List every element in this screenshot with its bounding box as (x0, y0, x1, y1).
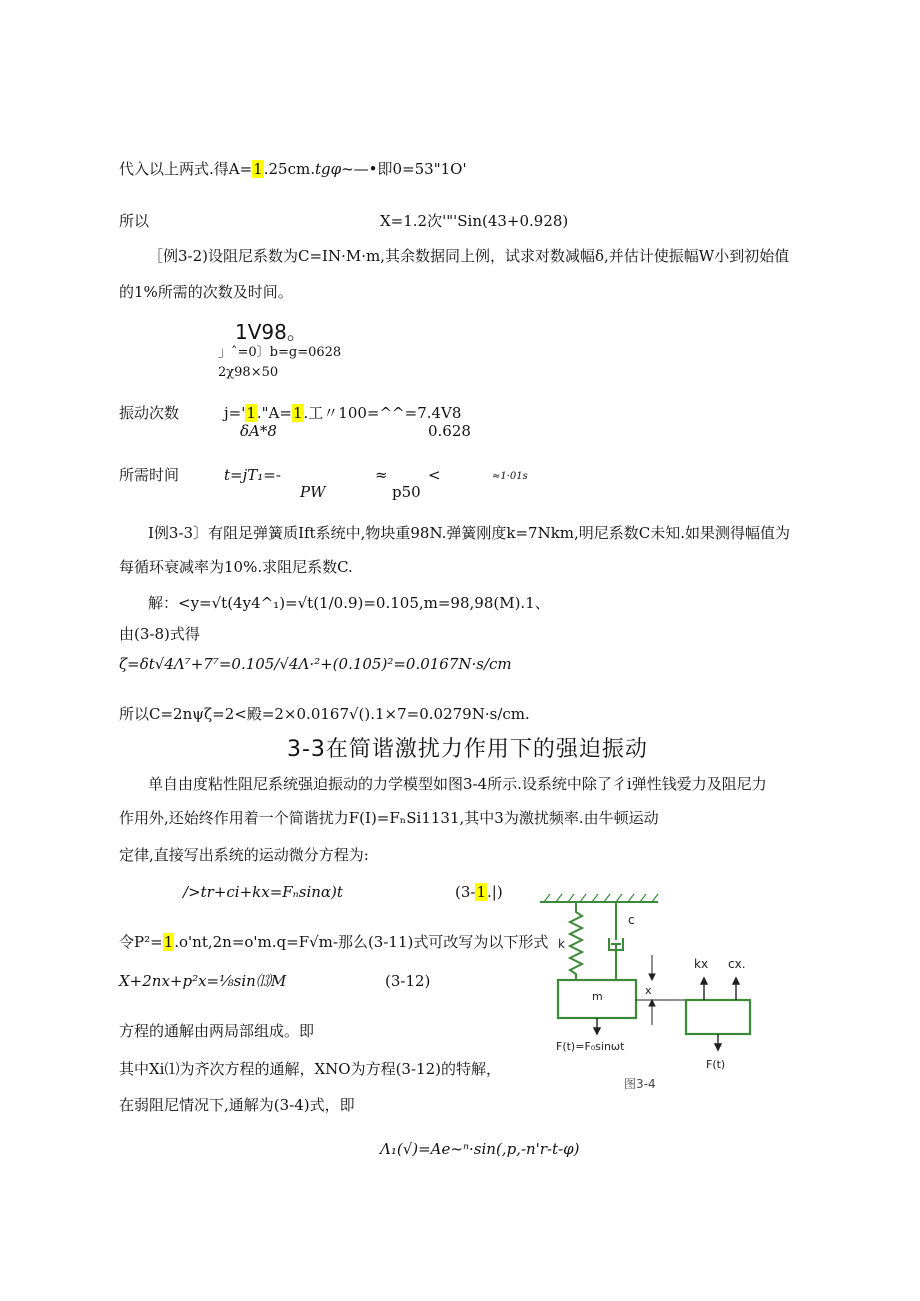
label-kx: kx (694, 957, 709, 971)
solution-line-1: 解：<y=√t(4y4^₁)=√t(1/0.9)=0.105,m=98,98(M).1、 (148, 594, 550, 612)
highlight-mark: 1 (163, 933, 174, 951)
sub-part-b: .o'nt,2n=o'm.q=F√m-那么(3-11)式可改写为以下形式 (174, 933, 549, 951)
equation-3-12-number: (3-12) (385, 972, 431, 990)
solution-line-4: 所以C=2nψζ=2<殿=2×0.0167√().1×7=0.0279N·s/cm. (119, 705, 530, 723)
vc-subscript: δA*8 (240, 422, 277, 440)
ceiling (540, 894, 658, 902)
eqno-part-b: .|) (487, 883, 503, 901)
vc-part-c: .工〃100=^^=7.4V8 (303, 404, 462, 422)
highlight-mark: 1 (253, 160, 263, 178)
free-body-arrows (701, 978, 739, 1050)
vc-value: 0.628 (428, 422, 471, 440)
paragraph-line-5: 其中Xi⑴为齐次方程的通解，XNO为方程(3-12)的特解， (119, 1060, 501, 1078)
time-p50: p50 (392, 483, 421, 501)
text-line-1 (119, 160, 467, 178)
label-m: m (592, 990, 603, 1003)
sub-part-a: 令P²= (119, 933, 163, 951)
equation-3-12: X+2nx+p²x=⅛sin⒀M (119, 972, 287, 990)
paragraph-line-4: 方程的通解由两局部组成。即 (119, 1022, 315, 1040)
time-approx: ≈ (375, 466, 388, 484)
vibration-count-label: 振动次数 (119, 404, 180, 422)
eqno-part-a: (3- (455, 883, 476, 901)
vibration-count-formula (224, 404, 461, 422)
section-heading: 3-3在简谐激扰力作用下的强迫振动 (287, 737, 648, 762)
equation-a: 」ˆ=0〕b=g=0628 (218, 345, 342, 360)
equation-3-11: />tr+ci+kx=Fₙsinα)t (183, 883, 343, 901)
line1-part-c: tgφ~—• (314, 160, 378, 178)
figure-caption: 图3-4 (624, 1077, 656, 1091)
label-ft-left: F(t)=F₀sinωt (556, 1040, 625, 1053)
example-3-2-line-1: ［例3-2)设阻尼系数为C=IN·M·m,其余数据同上例，试求对数减幅δ,并估计使振幅W小到初始值 (148, 247, 790, 265)
formula-x: X=1.2次'"'Sin(43+0.928) (380, 212, 569, 230)
equation-big: 1V98。 (235, 320, 307, 344)
time-formula: t=jT₁=- (224, 466, 281, 484)
label-cx: cx. (728, 957, 746, 971)
substitution-line (119, 933, 548, 951)
label-k: k (558, 937, 565, 951)
spring (570, 902, 582, 980)
label-x: x (645, 984, 652, 997)
solution-line-3: ζ=δt√4Λ⁷+7⁷=0.105/√4Λ·²+(0.105)²=0.0167N·s/cm (119, 655, 512, 673)
solution-line-2: 由(3-8)式得 (119, 625, 200, 643)
paragraph-line-2: 作用外,还始终作用着一个简谐扰力F(I)=FₙSi1131,其中3为激扰频率.由牛顿运动 (119, 809, 659, 827)
time-required-label: 所需时间 (119, 466, 180, 484)
paragraph-line-3: 定律,直接写出系统的运动微分方程为: (119, 846, 369, 864)
time-lt: < (428, 466, 441, 484)
line1-part-d: 即0=53"1O' (377, 160, 467, 178)
force-arrow-left (594, 1018, 600, 1034)
equation-b: 2χ98×50 (218, 365, 279, 380)
example-3-3-line-2: 每循环衰减率为10%.求阻尼系数C. (119, 558, 353, 576)
highlight-mark: 1 (476, 883, 487, 901)
time-pw: PW (300, 483, 326, 501)
paragraph-line-1: 单自由度粘性阻尼系统强迫振动的力学模型如图3-4所示.设系统中除了彳i弹性钱爱力及阻尼力 (148, 775, 767, 793)
line1-part-a: 代入以上两式.得A= (119, 160, 253, 178)
equation-3-11-number (455, 883, 503, 901)
figure-3-4 (536, 890, 766, 1105)
vc-part-a: j=' (224, 404, 246, 422)
highlight-mark: 1 (292, 404, 303, 422)
line1-part-b: .25cm. (263, 160, 315, 178)
example-3-2-line-2: 的1%所需的次数及时间。 (119, 283, 293, 301)
so-label: 所以 (119, 212, 150, 230)
label-c: c (628, 913, 635, 927)
vc-part-b: ."A= (256, 404, 292, 422)
paragraph-line-6: 在弱阻尼情况下,通解为(3-4)式，即 (119, 1096, 355, 1114)
free-body-block (686, 1000, 750, 1034)
time-result: ≈1·01s (492, 471, 528, 482)
label-ft-right: F(t) (706, 1058, 726, 1071)
highlight-mark: 1 (246, 404, 256, 422)
final-equation: Λ₁(√)=Ae~ⁿ·sin(,p,-n'r-t-φ) (380, 1140, 580, 1158)
example-3-3-line-1: I例3-3〕有阻足弹簧质Ift系统中,物块重98N.弹簧刚度k=7Nkm,明尼系数C未知.如果测得幅值为 (148, 524, 791, 542)
damper (609, 902, 623, 980)
